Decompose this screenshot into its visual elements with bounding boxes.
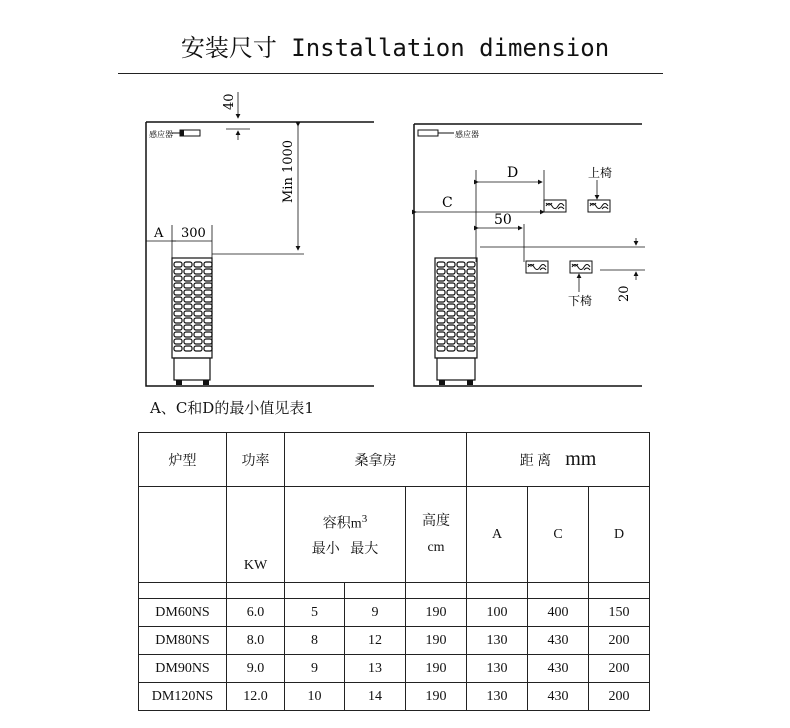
heater-stone xyxy=(447,290,455,295)
header-model-blank xyxy=(139,487,227,583)
heater-stone xyxy=(174,318,182,323)
cell-c: 430 xyxy=(528,627,589,655)
heater-stone xyxy=(174,311,182,316)
heater-stone xyxy=(184,304,192,309)
header-sauna: 桑拿房 xyxy=(285,433,467,487)
heater-stone xyxy=(204,318,212,323)
heater-stone xyxy=(437,262,445,267)
cell-kw: 12.0 xyxy=(227,683,285,711)
header-distance-label: 距 离 xyxy=(519,454,552,469)
heater-stone xyxy=(194,318,202,323)
heater-stone xyxy=(447,332,455,337)
header-min: 最小 xyxy=(311,542,340,558)
heater-stone xyxy=(467,346,475,351)
heater-stone xyxy=(184,269,192,274)
heater-stone xyxy=(447,325,455,330)
heater-stone xyxy=(194,290,202,295)
heater-left-stones xyxy=(174,262,212,351)
heater-stone xyxy=(174,339,182,344)
cell-d: 150 xyxy=(589,599,650,627)
cell-a: 130 xyxy=(467,627,528,655)
heater-stone xyxy=(457,332,465,337)
header-height xyxy=(406,487,467,583)
heater-stone xyxy=(184,325,192,330)
header-model: 炉型 xyxy=(139,433,227,487)
header-volume-label: 容积m xyxy=(322,516,362,532)
heater-stone xyxy=(204,311,212,316)
cell-d: 200 xyxy=(589,627,650,655)
heater-stone xyxy=(174,304,182,309)
dim-50-label: 50 xyxy=(494,212,512,228)
right-diagram xyxy=(414,124,645,386)
heater-stone xyxy=(204,339,212,344)
bench-lower-1-icon xyxy=(526,261,548,273)
heater-stone xyxy=(184,290,192,295)
heater-stone xyxy=(437,290,445,295)
title-underline xyxy=(118,73,663,74)
heater-stone xyxy=(184,318,192,323)
heater-stone xyxy=(467,332,475,337)
heater-stone xyxy=(447,311,455,316)
cell-vmin: 10 xyxy=(285,683,345,711)
heater-stone xyxy=(447,346,455,351)
heater-stone xyxy=(467,339,475,344)
heater-stone xyxy=(204,290,212,295)
heater-stone xyxy=(437,346,445,351)
dimension-note: A、C和D的最小值见表1 xyxy=(150,399,314,417)
header-col-d: D xyxy=(589,487,650,583)
bench-upper-2-icon xyxy=(588,200,610,212)
cell-kw: 9.0 xyxy=(227,655,285,683)
heater-right-stones xyxy=(437,262,475,351)
heater-stone xyxy=(467,269,475,274)
table-row xyxy=(139,627,650,655)
cell-vmax: 13 xyxy=(345,655,406,683)
heater-stone xyxy=(184,297,192,302)
cell-vmax: 12 xyxy=(345,627,406,655)
header-power: 功率 xyxy=(227,433,285,487)
specification-table xyxy=(138,432,650,711)
heater-stone xyxy=(204,304,212,309)
heater-stone xyxy=(437,318,445,323)
heater-stone xyxy=(467,318,475,323)
heater-stone xyxy=(457,269,465,274)
heater-stone xyxy=(467,283,475,288)
header-distance xyxy=(467,433,650,487)
heater-stone xyxy=(174,325,182,330)
heater-stone xyxy=(447,269,455,274)
heater-stone xyxy=(194,276,202,281)
left-diagram xyxy=(146,92,374,386)
heater-stone xyxy=(437,269,445,274)
cell-a: 100 xyxy=(467,599,528,627)
cell-vmax: 9 xyxy=(345,599,406,627)
heater-stone xyxy=(184,311,192,316)
heater-stone xyxy=(457,283,465,288)
cell-model: DM120NS xyxy=(139,683,227,711)
bench-lower-2-icon xyxy=(570,261,592,273)
heater-stone xyxy=(204,297,212,302)
heater-stone xyxy=(447,262,455,267)
heater-stone xyxy=(184,283,192,288)
heater-stone xyxy=(174,269,182,274)
heater-stone xyxy=(204,262,212,267)
heater-stone xyxy=(437,297,445,302)
heater-stone xyxy=(204,346,212,351)
heater-stone xyxy=(457,297,465,302)
heater-stone xyxy=(174,283,182,288)
cell-d: 200 xyxy=(589,683,650,711)
heater-stone xyxy=(457,325,465,330)
cell-height: 190 xyxy=(406,683,467,711)
heater-stone xyxy=(204,276,212,281)
heater-stone xyxy=(184,339,192,344)
heater-stone xyxy=(194,346,202,351)
heater-stone xyxy=(457,311,465,316)
heater-stone xyxy=(174,290,182,295)
heater-stone xyxy=(174,346,182,351)
cell-height: 190 xyxy=(406,599,467,627)
heater-stone xyxy=(204,332,212,337)
header-power-unit: KW xyxy=(227,487,285,583)
heater-stone xyxy=(467,297,475,302)
heater-stone xyxy=(184,262,192,267)
heater-stone xyxy=(467,276,475,281)
cell-kw: 6.0 xyxy=(227,599,285,627)
heater-stone xyxy=(174,262,182,267)
heater-stone xyxy=(467,311,475,316)
heater-stone xyxy=(174,332,182,337)
heater-stone xyxy=(447,276,455,281)
header-max: 最大 xyxy=(350,542,379,558)
upper-bench-label: 上椅 xyxy=(588,166,613,180)
heater-stone xyxy=(174,297,182,302)
cell-c: 430 xyxy=(528,683,589,711)
heater-stone xyxy=(204,269,212,274)
heater-stone xyxy=(447,339,455,344)
heater-stone xyxy=(467,262,475,267)
cell-height: 190 xyxy=(406,655,467,683)
page-title: 安装尺寸 Installation dimension xyxy=(180,34,610,62)
header-volume-sup: 3 xyxy=(361,512,368,525)
heater-stone xyxy=(194,269,202,274)
heater-stone xyxy=(457,290,465,295)
cell-c: 430 xyxy=(528,655,589,683)
heater-stone xyxy=(194,325,202,330)
table-row xyxy=(139,655,650,683)
cell-d: 200 xyxy=(589,655,650,683)
heater-stone xyxy=(194,304,202,309)
cell-a: 130 xyxy=(467,655,528,683)
header-height-unit: cm xyxy=(427,539,445,555)
sensor-right-icon xyxy=(418,130,454,136)
dim-c-label: C xyxy=(442,195,453,211)
dim-300-label: 300 xyxy=(181,226,206,241)
heater-stone xyxy=(194,332,202,337)
bench-upper-1-icon xyxy=(544,200,566,212)
sensor-right-label: 感应器 xyxy=(455,130,479,139)
cell-model: DM90NS xyxy=(139,655,227,683)
heater-stone xyxy=(204,325,212,330)
heater-stone xyxy=(204,283,212,288)
heater-stone xyxy=(457,346,465,351)
dim-20-label: 20 xyxy=(617,285,632,302)
heater-stone xyxy=(437,325,445,330)
heater-stone xyxy=(184,332,192,337)
header-col-a: A xyxy=(467,487,528,583)
sensor-left-icon xyxy=(172,130,200,136)
table-row xyxy=(139,599,650,627)
dim-a-label: A xyxy=(154,226,164,241)
heater-stone xyxy=(437,304,445,309)
heater-stone xyxy=(457,276,465,281)
cell-vmax: 14 xyxy=(345,683,406,711)
cell-a: 130 xyxy=(467,683,528,711)
installation-drawing xyxy=(0,80,790,390)
cell-vmin: 5 xyxy=(285,599,345,627)
table-row xyxy=(139,683,650,711)
heater-stone xyxy=(447,283,455,288)
heater-stone xyxy=(174,276,182,281)
sensor-left-label: 感应器 xyxy=(149,130,173,139)
dim-40-label: 40 xyxy=(222,93,237,110)
heater-stone xyxy=(437,332,445,337)
header-col-c: C xyxy=(528,487,589,583)
header-distance-unit: mm xyxy=(565,448,597,470)
heater-stone xyxy=(194,283,202,288)
heater-stone xyxy=(437,339,445,344)
heater-stone xyxy=(457,339,465,344)
heater-stone xyxy=(437,283,445,288)
heater-stone xyxy=(194,339,202,344)
cell-kw: 8.0 xyxy=(227,627,285,655)
cell-model: DM80NS xyxy=(139,627,227,655)
dim-d-label: D xyxy=(507,165,519,181)
heater-stone xyxy=(447,297,455,302)
heater-stone xyxy=(457,262,465,267)
heater-stone xyxy=(467,304,475,309)
header-volume xyxy=(285,487,406,583)
heater-stone xyxy=(437,311,445,316)
heater-stone xyxy=(447,318,455,323)
heater-stone xyxy=(467,290,475,295)
heater-stone xyxy=(184,276,192,281)
heater-stone xyxy=(467,325,475,330)
heater-stone xyxy=(447,304,455,309)
dim-min1000-label: Min 1000 xyxy=(281,139,296,203)
heater-right-icon xyxy=(435,258,477,385)
cell-model: DM60NS xyxy=(139,599,227,627)
heater-stone xyxy=(194,297,202,302)
heater-stone xyxy=(194,262,202,267)
heater-stone xyxy=(194,311,202,316)
cell-vmin: 9 xyxy=(285,655,345,683)
heater-stone xyxy=(184,346,192,351)
heater-stone xyxy=(457,304,465,309)
cell-vmin: 8 xyxy=(285,627,345,655)
cell-height: 190 xyxy=(406,627,467,655)
header-height-label: 高度 xyxy=(422,513,450,529)
heater-stone xyxy=(457,318,465,323)
heater-stone xyxy=(437,276,445,281)
cell-c: 400 xyxy=(528,599,589,627)
lower-bench-label: 下椅 xyxy=(568,294,593,308)
